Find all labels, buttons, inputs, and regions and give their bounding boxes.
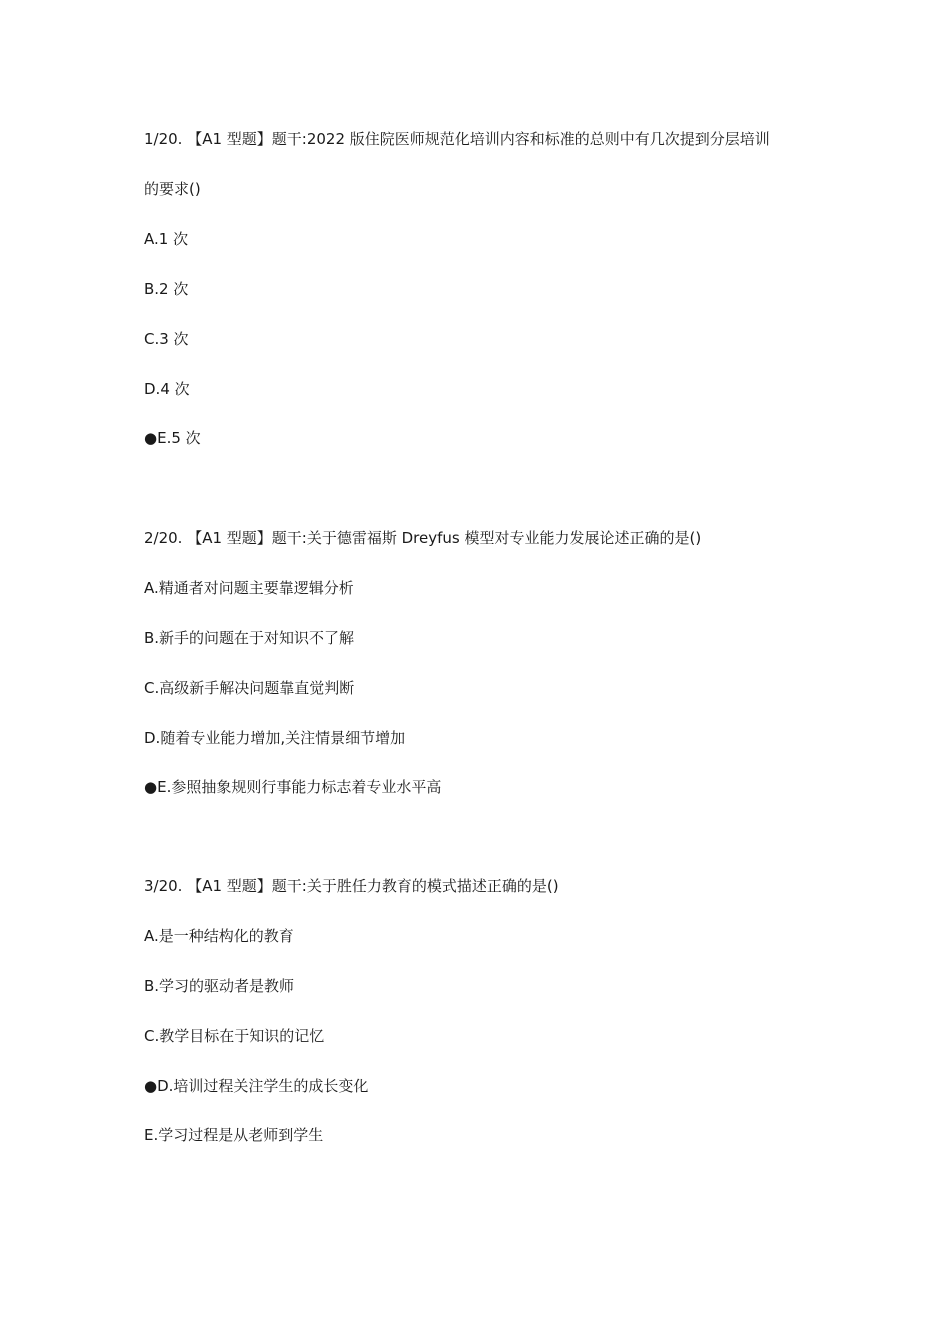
question-3-option-e: E.学习过程是从老师到学生 (144, 1126, 324, 1144)
question-1-option-a: A.1 次 (144, 230, 189, 248)
question-1-option-c: C.3 次 (144, 330, 189, 348)
question-1-option-b: B.2 次 (144, 280, 189, 298)
question-3-option-d: ●D.培训过程关注学生的成长变化 (144, 1077, 369, 1095)
question-2-stem: 2/20. 【A1 型题】题干:关于德雷福斯 Dreyfus 模型对专业能力发展论述正确的是() (144, 529, 702, 547)
question-3-option-a: A.是一种结构化的教育 (144, 927, 294, 945)
question-2-option-b: B.新手的问题在于对知识不了解 (144, 629, 355, 647)
question-1-stem-line-2: 的要求() (144, 180, 201, 198)
question-2-option-a: A.精通者对问题主要靠逻辑分析 (144, 579, 354, 597)
question-2-option-e: ●E.参照抽象规则行事能力标志着专业水平高 (144, 778, 442, 796)
question-3-option-b: B.学习的驱动者是教师 (144, 977, 295, 995)
question-1-option-e: ●E.5 次 (144, 429, 201, 447)
question-2-option-d: D.随着专业能力增加,关注情景细节增加 (144, 729, 406, 747)
question-3-option-c: C.教学目标在于知识的记忆 (144, 1027, 325, 1045)
question-3-stem: 3/20. 【A1 型题】题干:关于胜任力教育的模式描述正确的是() (144, 877, 559, 895)
question-2-option-c: C.高级新手解决问题靠直觉判断 (144, 679, 355, 697)
question-1-option-d: D.4 次 (144, 380, 190, 398)
question-1-stem-line-1: 1/20. 【A1 型题】题干:2022 版住院医师规范化培训内容和标准的总则中有几次提到分层培训 (144, 130, 770, 148)
